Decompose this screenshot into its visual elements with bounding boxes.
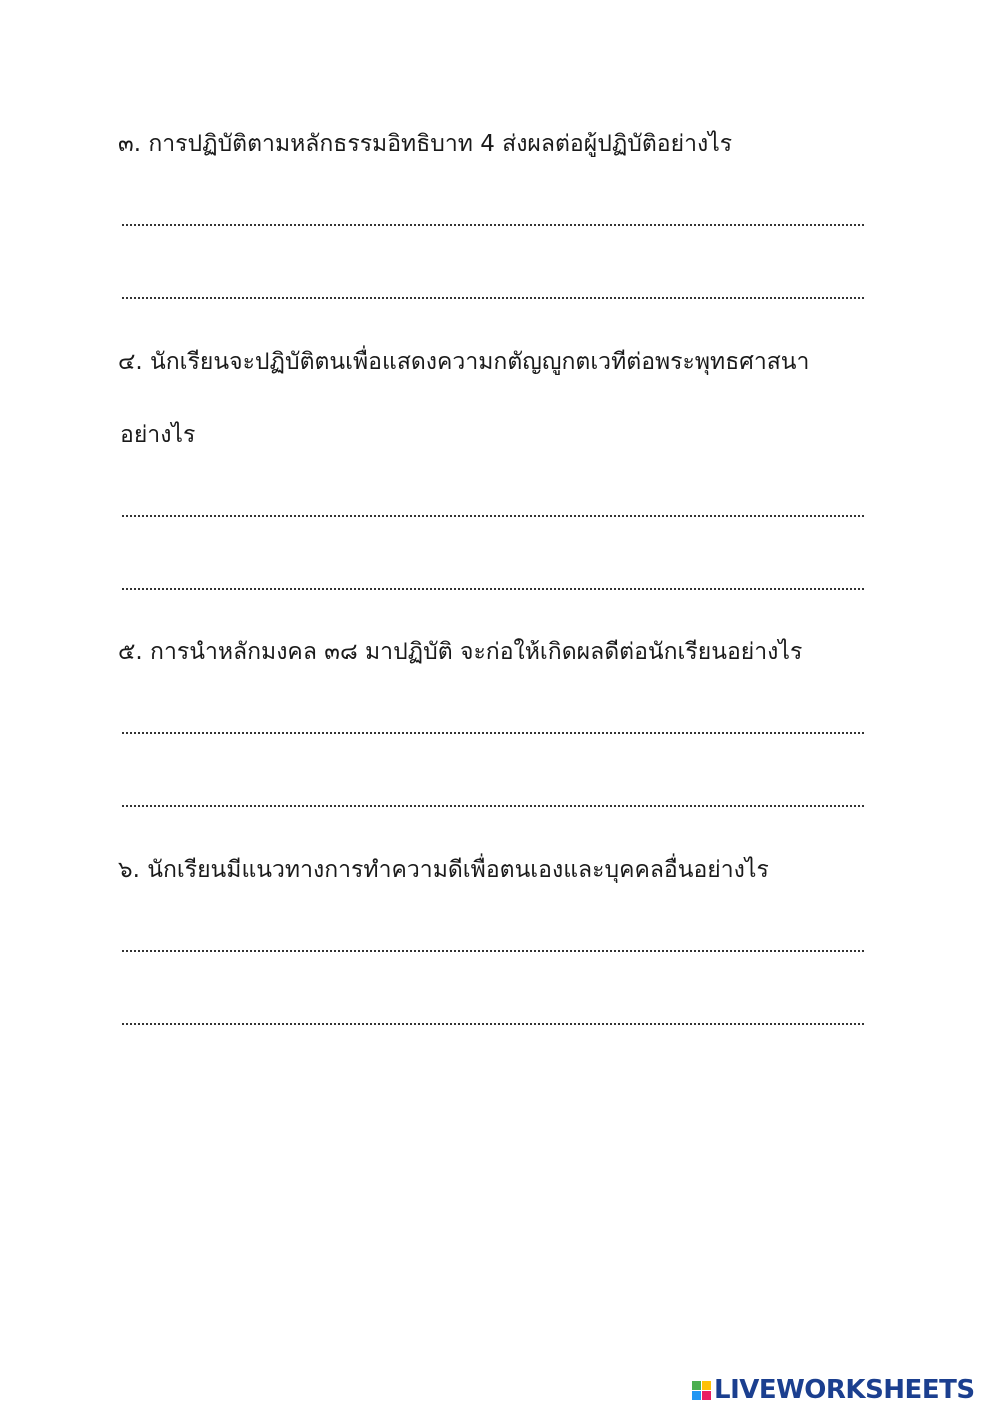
- question-6-text: ๖. นักเรียนมีแนวทางการทำความดีเพื่อตนเองและบุคคลอื่นอย่างไร: [118, 857, 769, 883]
- question-4-text: ๔. นักเรียนจะปฏิบัติตนเพื่อแสดงความกตัญญูกตเวทีต่อพระพุทธศาสนา: [118, 349, 810, 375]
- liveworksheets-logo: [692, 1374, 975, 1406]
- answer-line-q3-2[interactable]: [122, 297, 864, 299]
- answer-line-q3-1[interactable]: [122, 224, 864, 226]
- answer-line-q5-1[interactable]: [122, 732, 864, 734]
- answer-line-q5-2[interactable]: [122, 805, 864, 807]
- logo-square-2: [702, 1381, 711, 1390]
- logo-mark-icon: [692, 1381, 711, 1400]
- answer-line-q4-2[interactable]: [122, 588, 864, 590]
- answer-line-q4-1[interactable]: [122, 515, 864, 517]
- question-3-text: ๓. การปฏิบัติตามหลักธรรมอิทธิบาท 4 ส่งผลต่อผู้ปฏิบัติอย่างไร: [118, 131, 733, 157]
- logo-square-1: [692, 1381, 701, 1390]
- question-4-continuation: อย่างไร: [120, 422, 196, 448]
- answer-line-q6-2[interactable]: [122, 1023, 864, 1025]
- question-5-text: ๕. การนำหลักมงคล ๓๘ มาปฏิบัติ จะก่อให้เกิดผลดีต่อนักเรียนอย่างไร: [118, 639, 803, 665]
- logo-square-4: [702, 1391, 711, 1400]
- logo-text: LIVEWORKSHEETS: [714, 1375, 975, 1405]
- logo-square-3: [692, 1391, 701, 1400]
- answer-line-q6-1[interactable]: [122, 950, 864, 952]
